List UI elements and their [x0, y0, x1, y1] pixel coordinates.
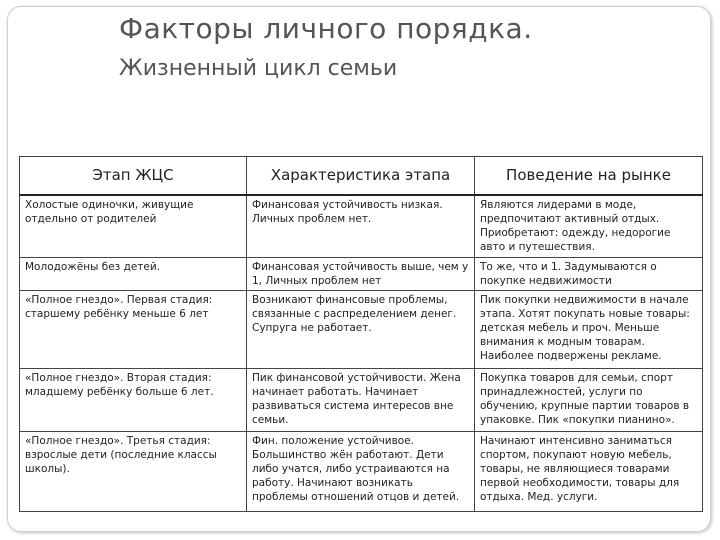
cell-market-behavior: Покупка товаров для семьи, спорт принадлежностей, услуги по обучению, крупные партии товаров в упаковке. Пик «покупки пианино». — [475, 369, 703, 432]
cell-stage: «Полное гнездо». Третья стадия: взрослые дети (последние классы школы). — [20, 432, 247, 512]
cell-characteristic: Пик финансовой устойчивости. Жена начинает работать. Начинает развиваться система интересов вне семьи. — [247, 369, 475, 432]
header-stage: Этап ЖЦС — [20, 157, 247, 195]
table-header-row — [20, 157, 703, 195]
table-row — [20, 432, 703, 512]
cell-market-behavior: Начинают интенсивно заниматься спортом, покупают новую мебель, товары, не являющиеся товарами первой необходимости, товары для отдыха. Мед. услуги. — [475, 432, 703, 512]
cell-characteristic: Возникают финансовые проблемы, связанные с распределением денег. Супруга не работает. — [247, 291, 475, 369]
table-row — [20, 369, 703, 432]
slide-subtitle: Жизненный цикл семьи — [119, 56, 398, 81]
cell-stage: Молодожёны без детей. — [20, 258, 247, 291]
cell-characteristic: Финансовая устойчивость низкая. Личных проблем нет. — [247, 195, 475, 258]
table-row — [20, 258, 703, 291]
slide-title: Факторы личного порядка. — [119, 12, 533, 45]
cell-stage: Холостые одиночки, живущие отдельно от родителей — [20, 195, 247, 258]
header-market-behavior: Поведение на рынке — [475, 157, 703, 195]
cell-market-behavior: Пик покупки недвижимости в начале этапа. Хотят покупать новые товары: детская мебель и проч. Меньше внимания к модным товарам. Наиболее подвержены рекламе. — [475, 291, 703, 369]
cell-stage: «Полное гнездо». Вторая стадия: младшему ребёнку больше 6 лет. — [20, 369, 247, 432]
family-life-cycle-table — [19, 156, 703, 512]
table-row — [20, 195, 703, 258]
header-characteristic: Характеристика этапа — [247, 157, 475, 195]
table-row — [20, 291, 703, 369]
cell-market-behavior: То же, что и 1. Задумываются о покупке недвижимости — [475, 258, 703, 291]
cell-characteristic: Фин. положение устойчивое. Большинство жён работают. Дети либо учатся, либо устраиваются на работу. Начинают возникать проблемы отношений отцов и детей. — [247, 432, 475, 512]
cell-characteristic: Финансовая устойчивость выше, чем у 1, Личных проблем нет — [247, 258, 475, 291]
cell-market-behavior: Являются лидерами в моде, предпочитают активный отдых. Приобретают: одежду, недорогие авто и путешествия. — [475, 195, 703, 258]
cell-stage: «Полное гнездо». Первая стадия: старшему ребёнку меньше 6 лет — [20, 291, 247, 369]
